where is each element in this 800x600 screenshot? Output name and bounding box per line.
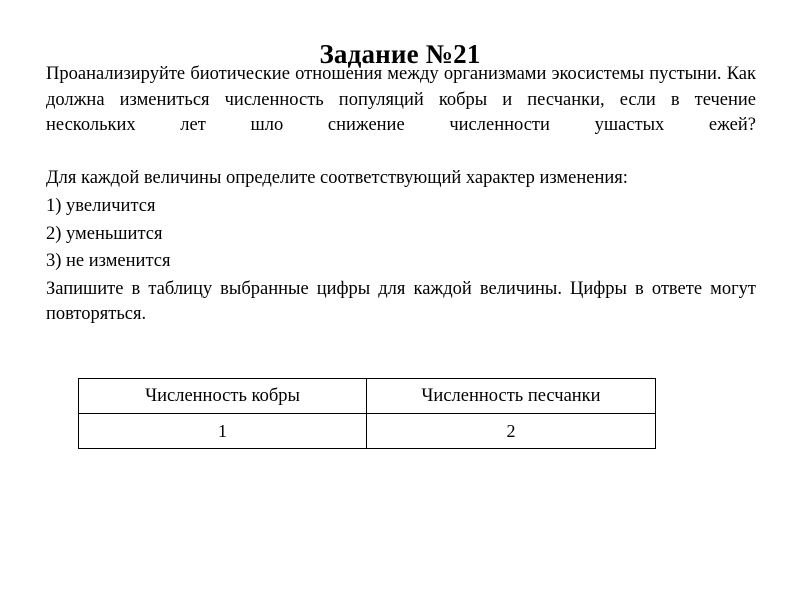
table-value-row <box>79 414 656 449</box>
page-title: Задание №21 <box>319 39 481 70</box>
intro-paragraph: Проанализируйте биотические отношения между организмами экосистемы пустыни. Как должна измениться численность популяций кобры и песчанки, если в течение нескольких лет шло снижение численности ушастых ежей? <box>46 64 756 136</box>
prompt-paragraph: Для каждой величины определите соответствующий характер изменения: <box>46 168 628 189</box>
table-header-row <box>79 379 656 414</box>
table-value-cell-kobra[interactable]: 1 <box>79 414 367 449</box>
answer-table <box>78 378 656 449</box>
task-content <box>46 62 756 354</box>
table-header-cell-kobra: Численность кобры <box>79 379 367 414</box>
option-item-2: 2) уменьшится <box>46 223 163 244</box>
option-item-1: 1) увеличится <box>46 195 156 216</box>
option-item-3: 3) не изменится <box>46 251 171 272</box>
table-header-cell-peschanka: Численность песчанки <box>367 379 656 414</box>
instruction-paragraph: Запишите в таблицу выбранные цифры для каждой величины. Цифры в ответе могут повторяться. <box>46 278 756 325</box>
table-value-cell-peschanka[interactable]: 2 <box>367 414 656 449</box>
